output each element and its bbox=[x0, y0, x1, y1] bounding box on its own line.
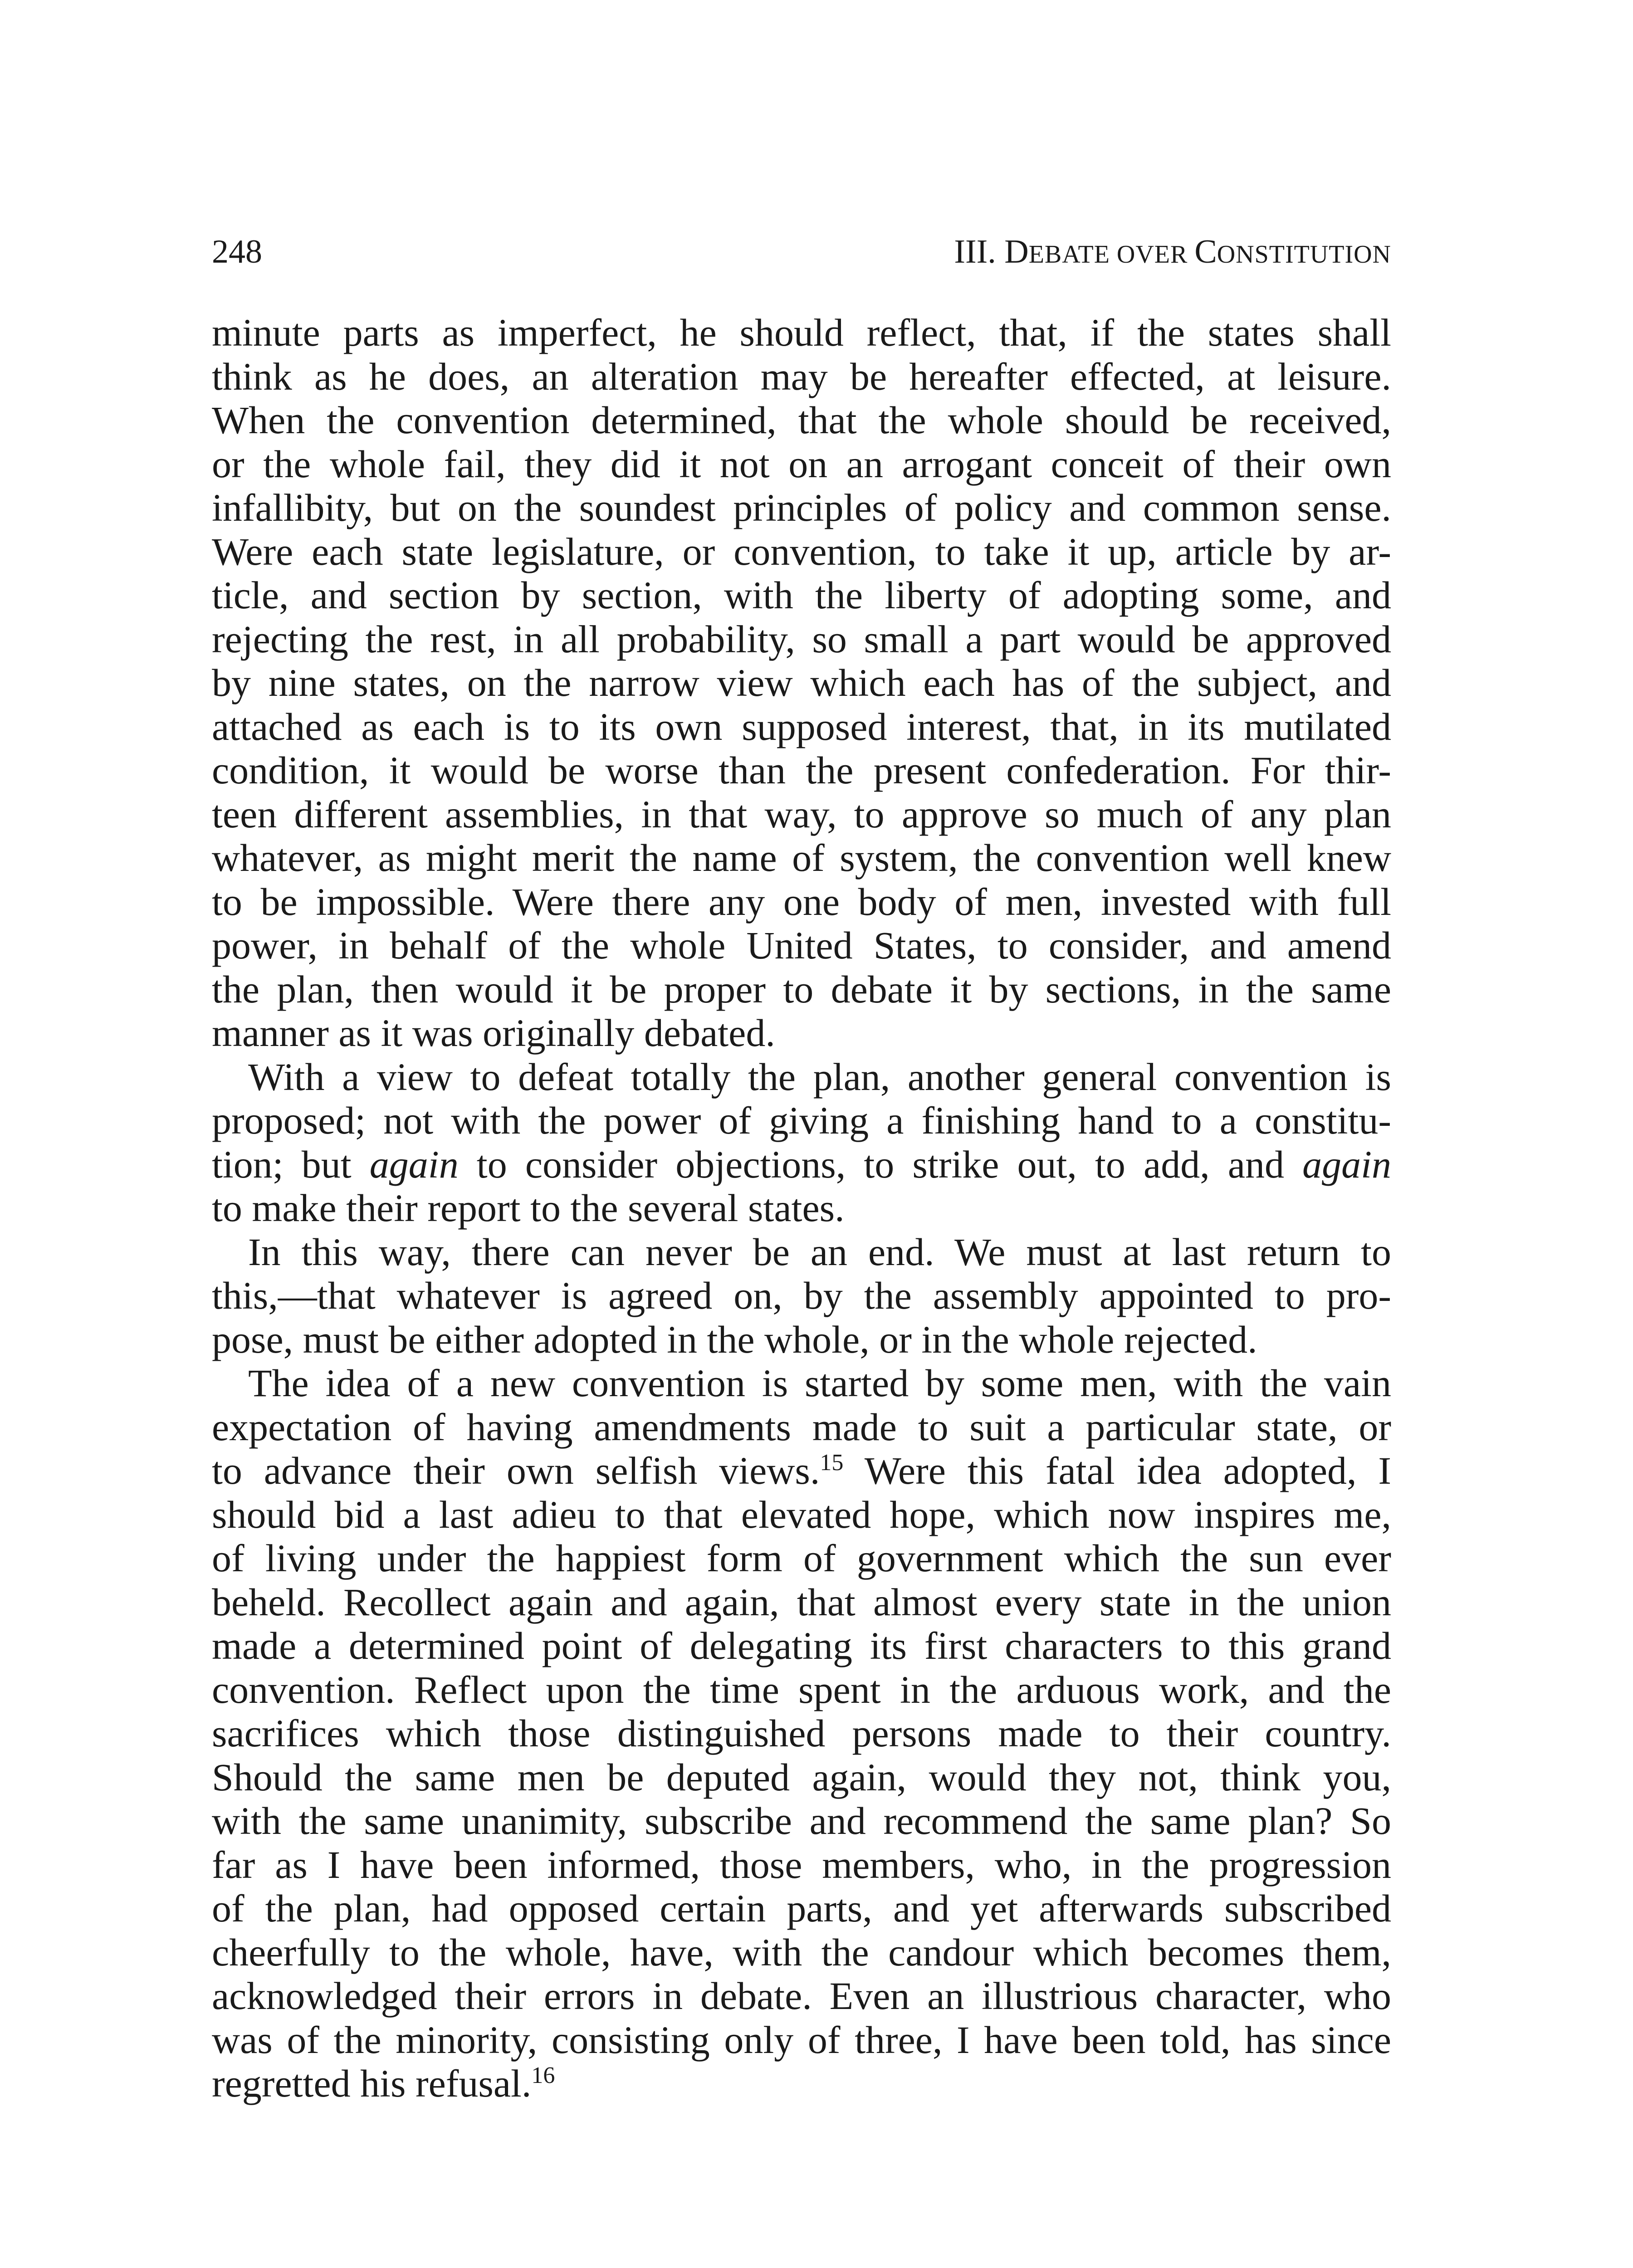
text-line: pose, must be either adopted in the whole, or in the whole rejected. bbox=[212, 1317, 1257, 1361]
text-line bbox=[212, 1449, 1391, 1493]
paragraph-3 bbox=[212, 1230, 1391, 1362]
running-head bbox=[212, 227, 1391, 277]
text-line: Should the same men be deputed again, would they not, think you, bbox=[212, 1755, 1391, 1799]
text-line: condition, it would be worse than the present confederation. For thir- bbox=[212, 748, 1391, 792]
text-line: by nine states, on the narrow view which each has of the subject, and bbox=[212, 661, 1391, 704]
text-segment: to advance their own selfish views. bbox=[212, 1449, 820, 1492]
text-line: ticle, and section by section, with the liberty of adopting some, and bbox=[212, 573, 1391, 617]
text-line: made a determined point of delegating its first characters to this grand bbox=[212, 1624, 1391, 1667]
section-title-prefix: III. D bbox=[954, 233, 1029, 270]
section-title-smallcaps-2: ONSTITUTION bbox=[1217, 240, 1391, 269]
text-segment: Were this fatal idea adopted, I bbox=[843, 1449, 1392, 1492]
text-line: of living under the happiest form of government which the sun ever bbox=[212, 1536, 1391, 1580]
text-line: acknowledged their errors in debate. Even an illustrious character, who bbox=[212, 1974, 1391, 2018]
text-segment: In this way, there can never be an end. We must at last return to bbox=[248, 1230, 1391, 1274]
text-line: far as I have been informed, those members, who, in the progression bbox=[212, 1843, 1391, 1887]
footnote-marker[interactable]: 16 bbox=[531, 2063, 555, 2088]
text-line: sacrifices which those distinguished persons made to their country. bbox=[212, 1711, 1391, 1755]
section-title-smallcaps-1: EBATE OVER bbox=[1028, 240, 1195, 269]
text-line: manner as it was originally debated. bbox=[212, 1011, 775, 1055]
text-line: convention. Reflect upon the time spent in the arduous work, and the bbox=[212, 1667, 1391, 1711]
text-line: should bid a last adieu to that elevated hope, which now inspires me, bbox=[212, 1492, 1391, 1536]
text-line bbox=[212, 2062, 1391, 2106]
text-line: or the whole fail, they did it not on an arrogant conceit of their own bbox=[212, 442, 1391, 486]
text-line: this,—that whatever is agreed on, by the assembly appointed to pro- bbox=[212, 1274, 1391, 1317]
text-line: proposed; not with the power of giving a finishing hand to a constitu- bbox=[212, 1099, 1391, 1142]
text-line: the plan, then would it be proper to debate it by sections, in the same bbox=[212, 967, 1391, 1011]
text-line: rejecting the rest, in all probability, so small a part would be approved bbox=[212, 617, 1391, 661]
text-line: When the convention determined, that the whole should be received, bbox=[212, 398, 1391, 442]
page-number: 248 bbox=[212, 233, 262, 270]
text-line: think as he does, an alteration may be hereafter effected, at leisure. bbox=[212, 354, 1391, 398]
paragraph-2 bbox=[212, 1055, 1391, 1230]
text-line: to make their report to the several states. bbox=[212, 1186, 845, 1230]
text-line: of the plan, had opposed certain parts, and yet afterwards subscribed bbox=[212, 1887, 1391, 1930]
text-line: with the same unanimity, subscribe and recommend the same plan? So bbox=[212, 1799, 1391, 1843]
text-segment: to consider objections, to strike out, to add, and bbox=[458, 1142, 1303, 1186]
text-line: attached as each is to its own supposed interest, that, in its mutilated bbox=[212, 704, 1391, 748]
text-line: expectation of having amendments made to suit a particular state, or bbox=[212, 1405, 1391, 1449]
italic-emphasis: again bbox=[1302, 1142, 1392, 1186]
text-line: power, in behalf of the whole United States, to consider, and amend bbox=[212, 924, 1391, 967]
paragraph-4 bbox=[212, 1361, 1391, 2106]
text-line bbox=[212, 1055, 1391, 1099]
text-line: Were each state legislature, or convention, to take it up, article by ar- bbox=[212, 529, 1391, 573]
text-line bbox=[212, 1361, 1391, 1405]
text-line: beheld. Recollect again and again, that almost every state in the union bbox=[212, 1580, 1391, 1624]
paragraph-1 bbox=[212, 311, 1391, 1055]
text-line: infallibity, but on the soundest principles of policy and common sense. bbox=[212, 486, 1391, 529]
text-segment: tion; but bbox=[212, 1142, 370, 1186]
italic-emphasis: again bbox=[369, 1142, 459, 1186]
text-line bbox=[212, 1230, 1391, 1274]
section-title bbox=[954, 227, 1391, 279]
text-line: whatever, as might merit the name of system, the convention well knew bbox=[212, 836, 1391, 880]
text-line: cheerfully to the whole, have, with the candour which becomes them, bbox=[212, 1930, 1391, 1974]
text-line: teen different assemblies, in that way, to approve so much of any plan bbox=[212, 792, 1391, 836]
footnote-marker[interactable]: 15 bbox=[820, 1450, 844, 1476]
section-title-initial-2: C bbox=[1194, 233, 1217, 270]
text-segment: regretted his refusal. bbox=[212, 2062, 532, 2105]
text-line bbox=[212, 1143, 1391, 1187]
text-line: minute parts as imperfect, he should reflect, that, if the states shall bbox=[212, 311, 1391, 354]
text-segment: The idea of a new convention is started by some men, with the vain bbox=[248, 1361, 1391, 1405]
text-line: was of the minority, consisting only of three, I have been told, has since bbox=[212, 2018, 1391, 2062]
body-text bbox=[212, 311, 1391, 2106]
text-line: to be impossible. Were there any one body of men, invested with full bbox=[212, 880, 1391, 924]
text-segment: With a view to defeat totally the plan, another general convention is bbox=[248, 1055, 1391, 1099]
